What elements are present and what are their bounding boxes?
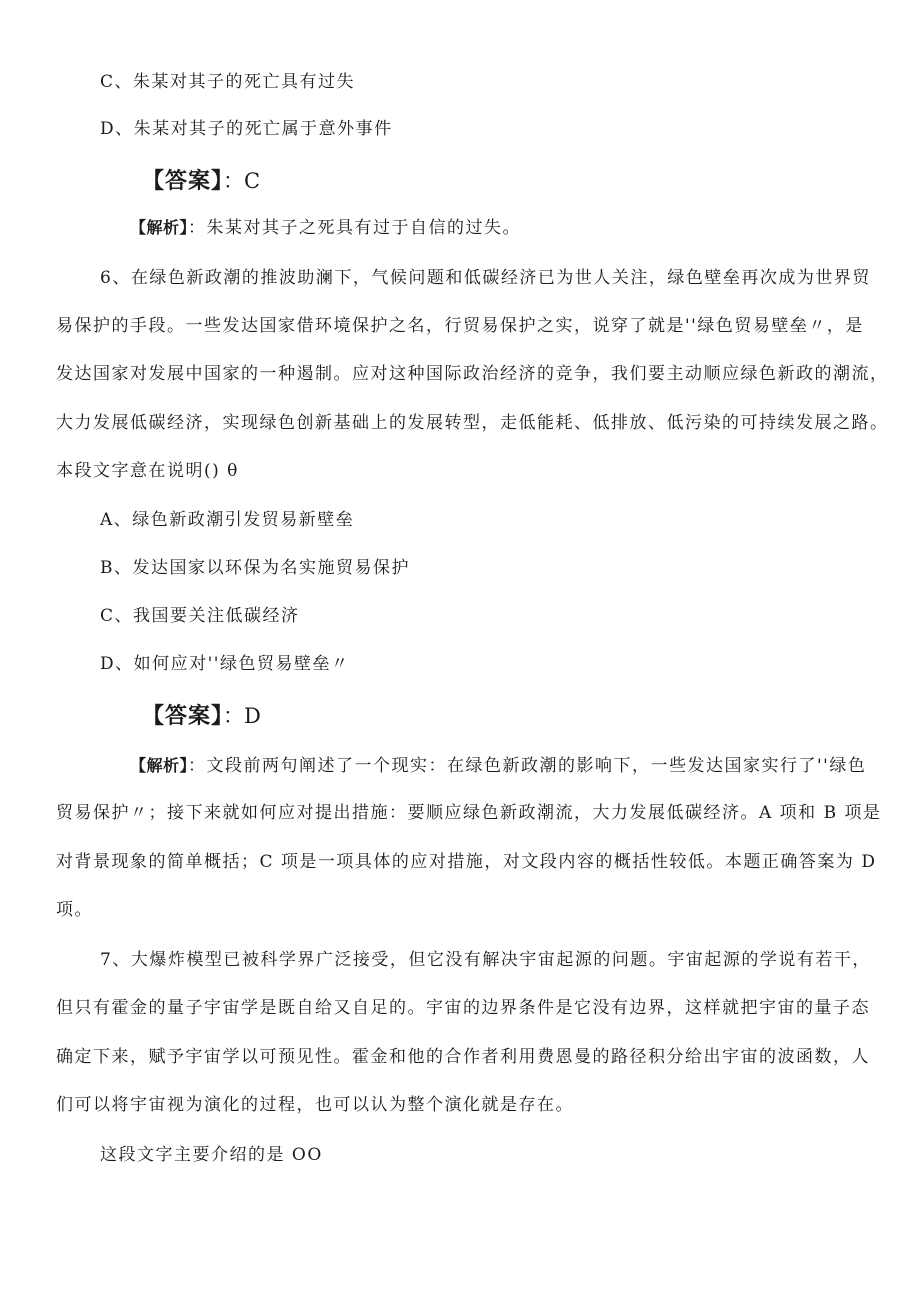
q6-option-a: A、绿色新政潮引发贸易新壁垒 [100,510,355,530]
q6-answer [142,702,261,731]
q6-option-d: D、如何应对''绿色贸易壁垒〃 [100,654,350,674]
analysis-tag: 【解析】 [130,218,189,237]
q6-line-1: 6、在绿色新政潮的推波助澜下，气候问题和低碳经济已为世人关注，绿色壁垒再次成为世界贸 [100,268,871,288]
prev-option-d: D、朱某对其子的死亡属于意外事件 [100,119,393,139]
answer-value: ：C [223,169,261,193]
analysis-text: ：文段前两句阐述了一个现实：在绿色新政潮的影响下，一些发达国家实行了''绿色 [188,756,867,776]
q6-option-b: B、发达国家以环保为名实施贸易保护 [100,558,410,578]
q7-stem: 这段文字主要介绍的是 OO [100,1145,323,1165]
q7-line-4: 们可以将宇宙视为演化的过程，也可以认为整个演化就是存在。 [56,1095,574,1115]
q7-line-3: 确定下来，赋予宇宙学以可预见性。霍金和他的合作者利用费恩曼的路径积分给出宇宙的波函数，人 [56,1047,870,1067]
q6-line-4: 大力发展低碳经济，实现绿色创新基础上的发展转型，走低能耗、低排放、低污染的可持续发展之路。 [56,413,889,433]
analysis-text: ：朱某对其子之死具有过于自信的过失。 [188,218,522,238]
q6-line-2: 易保护的手段。一些发达国家借环境保护之名，行贸易保护之实，说穿了就是''绿色贸易壁垒〃，是 [56,316,864,336]
answer-value: ：D [223,704,261,728]
analysis-tag: 【解析】 [130,756,189,775]
q6-line-5: 本段文字意在说明() θ [56,461,239,481]
answer-tag: 【答案】 [142,704,224,729]
answer-tag: 【答案】 [142,169,224,194]
q6-analysis-line-2: 贸易保护〃；接下来就如何应对提出措施：要顺应绿色新政潮流，大力发展低碳经济。A 项和 B 项是 [56,803,882,823]
q7-line-1: 7、大爆炸模型已被科学界广泛接受，但它没有解决宇宙起源的问题。宇宙起源的学说有若干， [100,950,871,970]
q7-line-2: 但只有霍金的量子宇宙学是既自给又自足的。宇宙的边界条件是它没有边界，这样就把宇宙的量子态 [56,998,870,1018]
q6-analysis-line-3: 对背景现象的简单概括；C 项是一项具体的应对措施，对文段内容的概括性较低。本题正确答案为 D [56,852,877,872]
q6-analysis-line-4: 项。 [56,900,93,920]
q6-analysis-line-1 [130,754,866,778]
prev-answer [142,167,260,196]
prev-option-c: C、朱某对其子的死亡具有过失 [100,72,356,92]
q6-line-3: 发达国家对发展中国家的一种遏制。应对这种国际政治经济的竞争，我们要主动顺应绿色新政的潮流， [56,364,889,384]
prev-analysis [130,216,521,240]
q6-option-c: C、我国要关注低碳经济 [100,606,300,626]
